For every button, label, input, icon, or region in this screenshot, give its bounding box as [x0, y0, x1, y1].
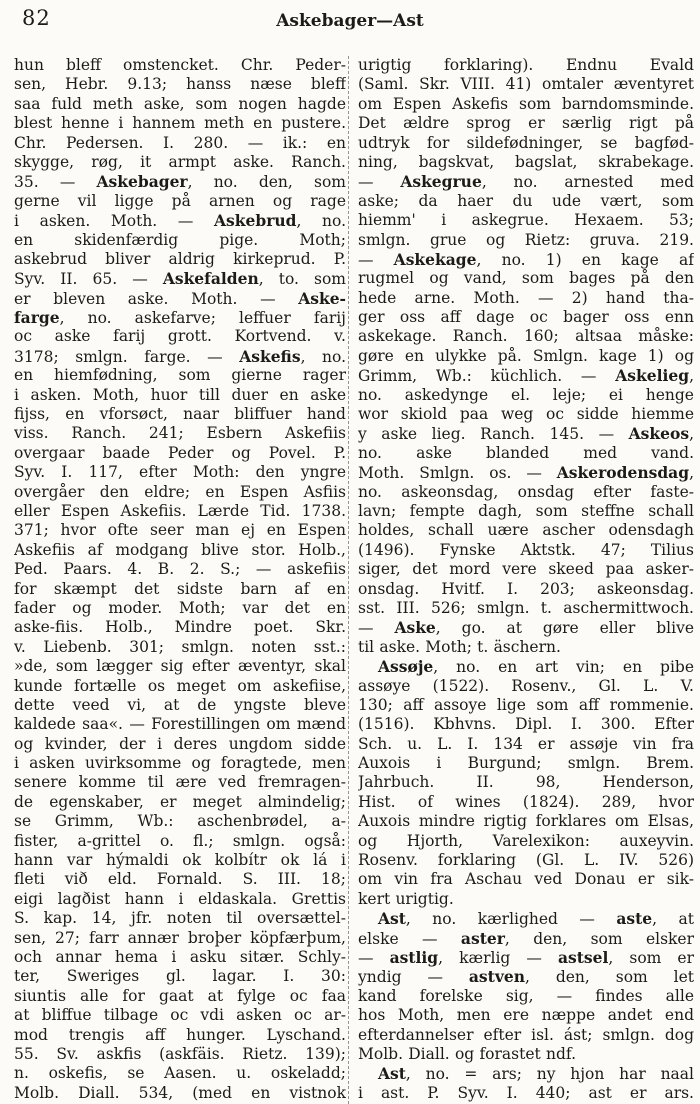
text-line: [358, 1084, 694, 1103]
headword: Ast: [378, 909, 406, 929]
text-line: [14, 1084, 346, 1103]
headword: Askebrud: [214, 211, 297, 231]
headword: farge: [14, 308, 60, 328]
text-segment: i asken. Moth. —: [14, 212, 214, 231]
text-line: [14, 231, 346, 250]
text-line: [14, 269, 346, 288]
text-segment: blest henne i hannem meth en pustere.: [14, 114, 346, 133]
text-line: [14, 250, 346, 269]
text-segment: Det ældre sprog er særlig rigt på: [358, 114, 694, 133]
text-line: [14, 327, 346, 346]
text-line: [358, 366, 694, 385]
text-line: [358, 696, 694, 715]
text-line: [14, 638, 346, 657]
text-line: [14, 366, 346, 385]
text-segment: holdes, schall uære ascher odensdagh: [358, 521, 694, 540]
text-line: [14, 483, 346, 502]
text-segment: Ped. Paars. 4. B. 2. S.; — askefiis: [14, 560, 346, 579]
text-segment: no. askeonsdag, onsdag efter faste-: [358, 482, 694, 501]
text-line: [358, 211, 694, 230]
text-line: [14, 560, 346, 579]
text-line: [358, 599, 694, 618]
text-line: [14, 793, 346, 812]
text-segment: S. kap. 14, jfr. noten til oversættel-: [14, 909, 346, 928]
text-segment: saa fuld meth aske, som nogen hagde: [14, 94, 346, 113]
text-segment: (1496). Fynske Aktstk. 47; Tilius: [358, 540, 694, 559]
text-segment: , no. den, som: [187, 173, 346, 192]
text-line: [358, 677, 694, 696]
text-line: [358, 638, 694, 657]
text-line: [358, 521, 694, 540]
headword: Aske: [394, 618, 436, 638]
text-line: [14, 444, 346, 463]
text-line: [14, 424, 346, 443]
text-line: [14, 987, 346, 1006]
text-line: [358, 231, 694, 250]
headword: astven: [468, 967, 525, 987]
headword: Askelieg: [615, 366, 690, 386]
text-line: [358, 483, 694, 502]
text-line: [14, 735, 346, 754]
text-segment: , no. arnested med: [481, 173, 694, 192]
text-line: [14, 1006, 346, 1025]
text-line: [14, 134, 346, 153]
headword: Ast: [378, 1064, 406, 1084]
text-line: [358, 1026, 694, 1045]
text-line: [358, 95, 694, 114]
headword: Askeos: [628, 424, 690, 444]
text-line: [358, 502, 694, 521]
text-line: [358, 192, 694, 211]
text-line: [358, 580, 694, 599]
text-segment: , at: [652, 910, 694, 929]
text-segment: Moth. Smlgn. os. —: [358, 464, 557, 483]
text-segment: no. askedynge el. leje; ei henge: [358, 385, 694, 404]
text-segment: sen, Hebr. 9.13; hanss næse bleff: [14, 75, 346, 94]
text-segment: ,: [689, 367, 694, 386]
text-line: [358, 967, 694, 986]
text-line: [14, 851, 346, 870]
text-segment: , no.: [300, 347, 346, 366]
text-segment: Chr. Pedersen. I. 280. — ik.: en: [14, 133, 346, 152]
text-segment: om vin fra Aschau ved Donau er sik-: [358, 870, 694, 889]
text-line: [14, 541, 346, 560]
headword: astlig: [389, 947, 439, 967]
text-line: [14, 308, 346, 327]
text-line: [14, 211, 346, 230]
text-segment: i ast. P. Syv. I. 440; ast er ars.: [358, 1083, 694, 1102]
text-segment: (Saml. Skr. VIII. 41) omtaler æventyret: [358, 75, 694, 94]
headword: Aske-: [298, 288, 346, 308]
text-segment: hann var hýmaldi ok kolbítr ok lá i: [14, 851, 346, 870]
text-segment: ter, Sweriges gl. lagar. I. 30:: [14, 967, 346, 986]
text-segment: 55. Sv. askfis (askfäis. Rietz. 139);: [14, 1044, 346, 1063]
headword: aster: [460, 928, 505, 948]
text-line: [14, 832, 346, 851]
text-line: [14, 192, 346, 211]
text-line: [358, 793, 694, 812]
text-segment: siuntis alle for gaat at fylge oc faa: [14, 986, 346, 1005]
text-segment: og kvinder, der i deres ungdom sidde: [14, 734, 346, 753]
text-line: [14, 618, 346, 637]
text-line: [358, 715, 694, 734]
text-segment: hos Moth, men ere næppe andet end: [358, 1006, 694, 1025]
text-line: [14, 580, 346, 599]
text-line: [358, 386, 694, 405]
text-line: [14, 677, 346, 696]
text-segment: elske —: [358, 929, 461, 948]
text-segment: gerne vil ligge på arnen og rage: [14, 191, 346, 210]
text-segment: v. Liebenb. 301; smlgn. noten sst.:: [14, 637, 346, 656]
text-segment: i asken uvirksomme og foragtede, men: [14, 754, 346, 773]
text-segment: , no. 1) en kage af: [476, 250, 694, 269]
text-line: [358, 851, 694, 870]
text-segment: en skidenfærdig pige. Moth;: [14, 230, 346, 249]
text-segment: Rosenv. forklaring (Gl. L. IV. 526): [358, 851, 694, 870]
text-segment: assøye (1522). Rosenv., Gl. L. V.: [358, 676, 694, 695]
text-segment: for skæmpt det sidste barn af en: [14, 579, 346, 598]
headword: Assøje: [378, 657, 434, 677]
text-segment: om Espen Askefis som barndomsminde.: [358, 94, 694, 113]
text-line: [14, 967, 346, 986]
text-line: [14, 153, 346, 172]
text-segment: askekage. Ranch. 160; altsaa måske:: [358, 327, 694, 346]
dictionary-column-right: [358, 56, 694, 1103]
text-line: [358, 1064, 694, 1083]
text-segment: , go. at gøre eller blive: [435, 619, 694, 638]
text-line: [14, 75, 346, 94]
text-segment: Auxois mindre rigtig forklares om Elsas,: [358, 812, 694, 831]
text-line: [14, 773, 346, 792]
text-line: [358, 405, 694, 424]
text-line: [14, 696, 346, 715]
text-segment: fleti við eld. Fornald. S. III. 18;: [14, 870, 346, 889]
text-segment: ning, bagskvat, bagslat, skrabekage.: [358, 152, 694, 171]
text-segment: i asken. Moth, huor till duer en aske: [14, 385, 346, 404]
text-segment: fijss, en vforsøct, naar bliffuer hand: [14, 405, 346, 424]
text-segment: 130; aff assoye lige som aff rommenie.: [358, 695, 694, 714]
text-segment: mod trengis aff hunger. Lyschand.: [14, 1025, 346, 1044]
text-segment: er bleven aske. Moth. —: [14, 289, 299, 308]
text-segment: udtryk for sildefødninger, se bagfød-: [358, 133, 694, 152]
text-segment: rugmel og vand, som bages på den: [358, 269, 694, 288]
text-segment: onsdag. Hvitf. I. 203; askeonsdag.: [358, 579, 694, 598]
text-segment: (1516). Kbhvns. Dipl. I. 300. Efter: [358, 715, 694, 734]
text-segment: og Hjorth, Varelexikon: auxeyvin.: [358, 831, 694, 850]
text-segment: skygge, røg, it armpt aske. Ranch.: [14, 152, 346, 171]
running-head: Askebager—Ast: [276, 11, 424, 31]
text-line: [14, 599, 346, 618]
text-segment: eigi lagðist hann i eldaskala. Grettis: [14, 889, 346, 908]
text-line: [14, 870, 346, 889]
text-segment: 3178; smlgn. farge. —: [14, 347, 240, 366]
text-line: [358, 269, 694, 288]
text-line: [358, 870, 694, 889]
text-segment: Askefiis af modgang blive stor. Holb.,: [14, 540, 346, 559]
dictionary-column-left: [14, 56, 346, 1103]
text-segment: eller Espen Askefiis. Lærde Tid. 1738.: [14, 501, 346, 520]
text-segment: Sch. u. L. I. 134 er assøje vin fra: [358, 734, 694, 753]
text-line: [358, 172, 694, 191]
text-segment: efterdannelser efter isl. ást; smlgn. dog: [358, 1025, 694, 1044]
text-segment: ger oss aff dage oc bager oss enn: [358, 308, 694, 327]
text-segment: de egenskaber, er meget almindelig;: [14, 792, 346, 811]
text-segment: aske-fiis. Holb., Mindre poet. Skr.: [14, 618, 346, 637]
text-line: [358, 1045, 694, 1064]
text-line: [358, 463, 694, 482]
text-line: [358, 75, 694, 94]
headword: aste: [616, 909, 653, 929]
text-line: [358, 134, 694, 153]
text-line: [358, 812, 694, 831]
text-segment: ,: [689, 425, 694, 444]
text-line: [358, 657, 694, 676]
text-line: [358, 929, 694, 948]
text-segment: Molb. Diall. 534, (med en vistnok: [14, 1083, 346, 1102]
text-segment: siger, det mord vere skeed paa asker-: [358, 560, 694, 579]
text-segment: , no. en art vin; en pibe: [433, 658, 694, 677]
text-segment: —: [358, 173, 401, 192]
text-line: [14, 114, 346, 133]
text-line: [358, 153, 694, 172]
text-line: [14, 754, 346, 773]
text-line: [358, 308, 694, 327]
text-segment: hede arne. Moth. — 2) hand tha-: [358, 288, 694, 307]
text-segment: Molb. Diall. og forastet ndf.: [358, 1044, 576, 1063]
text-line: [14, 502, 346, 521]
text-line: [14, 1045, 346, 1064]
text-segment: Syv. I. 117, efter Moth: den yngre: [14, 463, 346, 482]
text-line: [358, 735, 694, 754]
text-line: [358, 987, 694, 1006]
text-line: [14, 405, 346, 424]
headword: astsel: [557, 947, 609, 967]
text-line: [358, 1006, 694, 1025]
text-line: [14, 1026, 346, 1045]
text-segment: , no. kærlighed —: [405, 910, 617, 929]
text-line: [358, 424, 694, 443]
text-line: [358, 289, 694, 308]
text-segment: se Grimm, Wb.: aschenbrødel, a-: [14, 812, 346, 831]
text-segment: kunde fortælle os meget om askefiise,: [14, 676, 346, 695]
text-line: [14, 521, 346, 540]
text-line: [14, 95, 346, 114]
text-segment: y aske lieg. Ranch. 145. —: [358, 425, 629, 444]
headword: Askerodensdag: [556, 463, 690, 483]
text-line: [14, 812, 346, 831]
text-line: [14, 172, 346, 191]
text-segment: Auxois i Burgund; smlgn. Brem.: [358, 754, 694, 773]
text-segment: , den, som elsker: [504, 929, 694, 948]
text-segment: smlgn. grue og Rietz: gruva. 219.: [358, 230, 694, 249]
text-segment: och annar hema i asku sitær. Schly-: [14, 947, 346, 966]
text-line: [14, 948, 346, 967]
text-line: [358, 890, 694, 909]
text-segment: Jahrbuch. II. 98, Henderson,: [358, 773, 694, 792]
text-segment: n. oskefis, se Aasen. u. oskeladd;: [14, 1064, 346, 1083]
text-segment: overgaar baade Peder og Povel. P.: [14, 443, 346, 462]
text-segment: , no. = ars; ny hjon har naal: [405, 1065, 694, 1084]
text-line: [358, 948, 694, 967]
column-divider: [348, 56, 349, 1104]
text-segment: no. aske blanded med vand.: [358, 443, 694, 462]
text-line: [358, 347, 694, 366]
text-segment: —: [358, 619, 395, 638]
text-segment: urigtig forklaring). Endnu Evald: [358, 56, 694, 74]
text-line: [358, 541, 694, 560]
text-segment: askebrud bliver aldrig kirkeprud. P.: [14, 249, 346, 268]
text-segment: fister, a-grittel o. fl.; smlgn. også:: [14, 831, 346, 850]
text-line: [14, 657, 346, 676]
text-segment: , to. som: [258, 270, 346, 289]
text-segment: hun bleff omstencket. Chr. Peder-: [14, 56, 346, 74]
text-segment: aske; da haer du ude vært, som: [358, 191, 694, 210]
text-line: [358, 909, 694, 928]
text-line: [358, 444, 694, 463]
text-line: [358, 114, 694, 133]
text-segment: , den, som let: [524, 968, 694, 987]
text-segment: lavn; fempte dagh, som steffne schall: [358, 501, 694, 520]
text-segment: yndig —: [358, 968, 469, 987]
text-segment: kaldede saa«. — Forestillingen om mænd: [14, 715, 346, 734]
text-line: [14, 1064, 346, 1083]
text-segment: fader og moder. Moth; var det en: [14, 598, 346, 617]
text-segment: , no. askefarve; leffuer farij: [59, 309, 346, 328]
text-line: [14, 386, 346, 405]
text-segment: sen, 27; farr annær broþer köpfærþum,: [14, 928, 346, 947]
text-line: [14, 715, 346, 734]
text-segment: senere komme til ære ved fremragen-: [14, 773, 346, 792]
text-segment: , som er: [608, 948, 694, 967]
text-segment: Hist. of wines (1824). 289, hvor: [358, 792, 694, 811]
text-segment: ,: [689, 464, 694, 483]
headword: Askefalden: [162, 269, 259, 289]
headword: Askefis: [239, 346, 301, 366]
text-line: [14, 463, 346, 482]
headword: Askebager: [96, 172, 188, 192]
text-segment: »de, som lægger sig efter æventyr, skal: [14, 657, 346, 676]
text-segment: kand forelske sig, — findes alle: [358, 986, 694, 1005]
text-line: [358, 560, 694, 579]
text-line: [358, 773, 694, 792]
text-segment: wor skiold paa weg oc sidde hiemme: [358, 405, 694, 424]
headword: Askegrue: [400, 172, 482, 192]
text-segment: , no.: [296, 212, 346, 231]
text-line: [358, 754, 694, 773]
text-segment: oc aske farij grott. Kortvend. v.: [14, 327, 346, 346]
text-segment: hiemm' i askegrue. Hexaem. 53;: [358, 211, 694, 230]
text-line: [358, 250, 694, 269]
text-segment: Syv. II. 65. —: [14, 270, 163, 289]
text-line: [358, 56, 694, 75]
text-segment: overgåer den eldre; en Espen Asfiis: [14, 482, 346, 501]
text-line: [14, 890, 346, 909]
headword: Askekage: [393, 249, 477, 269]
text-segment: —: [358, 250, 394, 269]
text-line: [14, 56, 346, 75]
text-segment: 35. —: [14, 173, 97, 192]
text-segment: Grimm, Wb.: küchlich. —: [358, 367, 616, 386]
text-segment: gøre en ulykke på. Smlgn. kage 1) og: [358, 346, 694, 365]
text-line: [14, 929, 346, 948]
page-number: 82: [22, 6, 51, 30]
text-segment: viss. Ranch. 241; Esbern Askefiis: [14, 424, 346, 443]
text-segment: —: [358, 948, 390, 967]
text-segment: dette veed vi, at de yngste bleve: [14, 695, 346, 714]
text-line: [14, 289, 346, 308]
text-segment: 371; hvor ofte seer man ej en Espen: [14, 521, 346, 540]
text-segment: , kærlig —: [438, 948, 558, 967]
text-segment: kert urigtig.: [358, 889, 454, 908]
text-line: [358, 327, 694, 346]
text-segment: sst. III. 526; smlgn. t. aschermittwoch.: [358, 598, 694, 617]
text-line: [14, 909, 346, 928]
text-segment: en hiemfødning, som gierne rager: [14, 366, 346, 385]
text-line: [358, 832, 694, 851]
text-line: [14, 347, 346, 366]
text-line: [358, 618, 694, 637]
text-segment: til aske. Moth; t. äschern.: [358, 637, 561, 656]
text-segment: at bliffue tilbage oc vdi asken oc ar-: [14, 1006, 346, 1025]
